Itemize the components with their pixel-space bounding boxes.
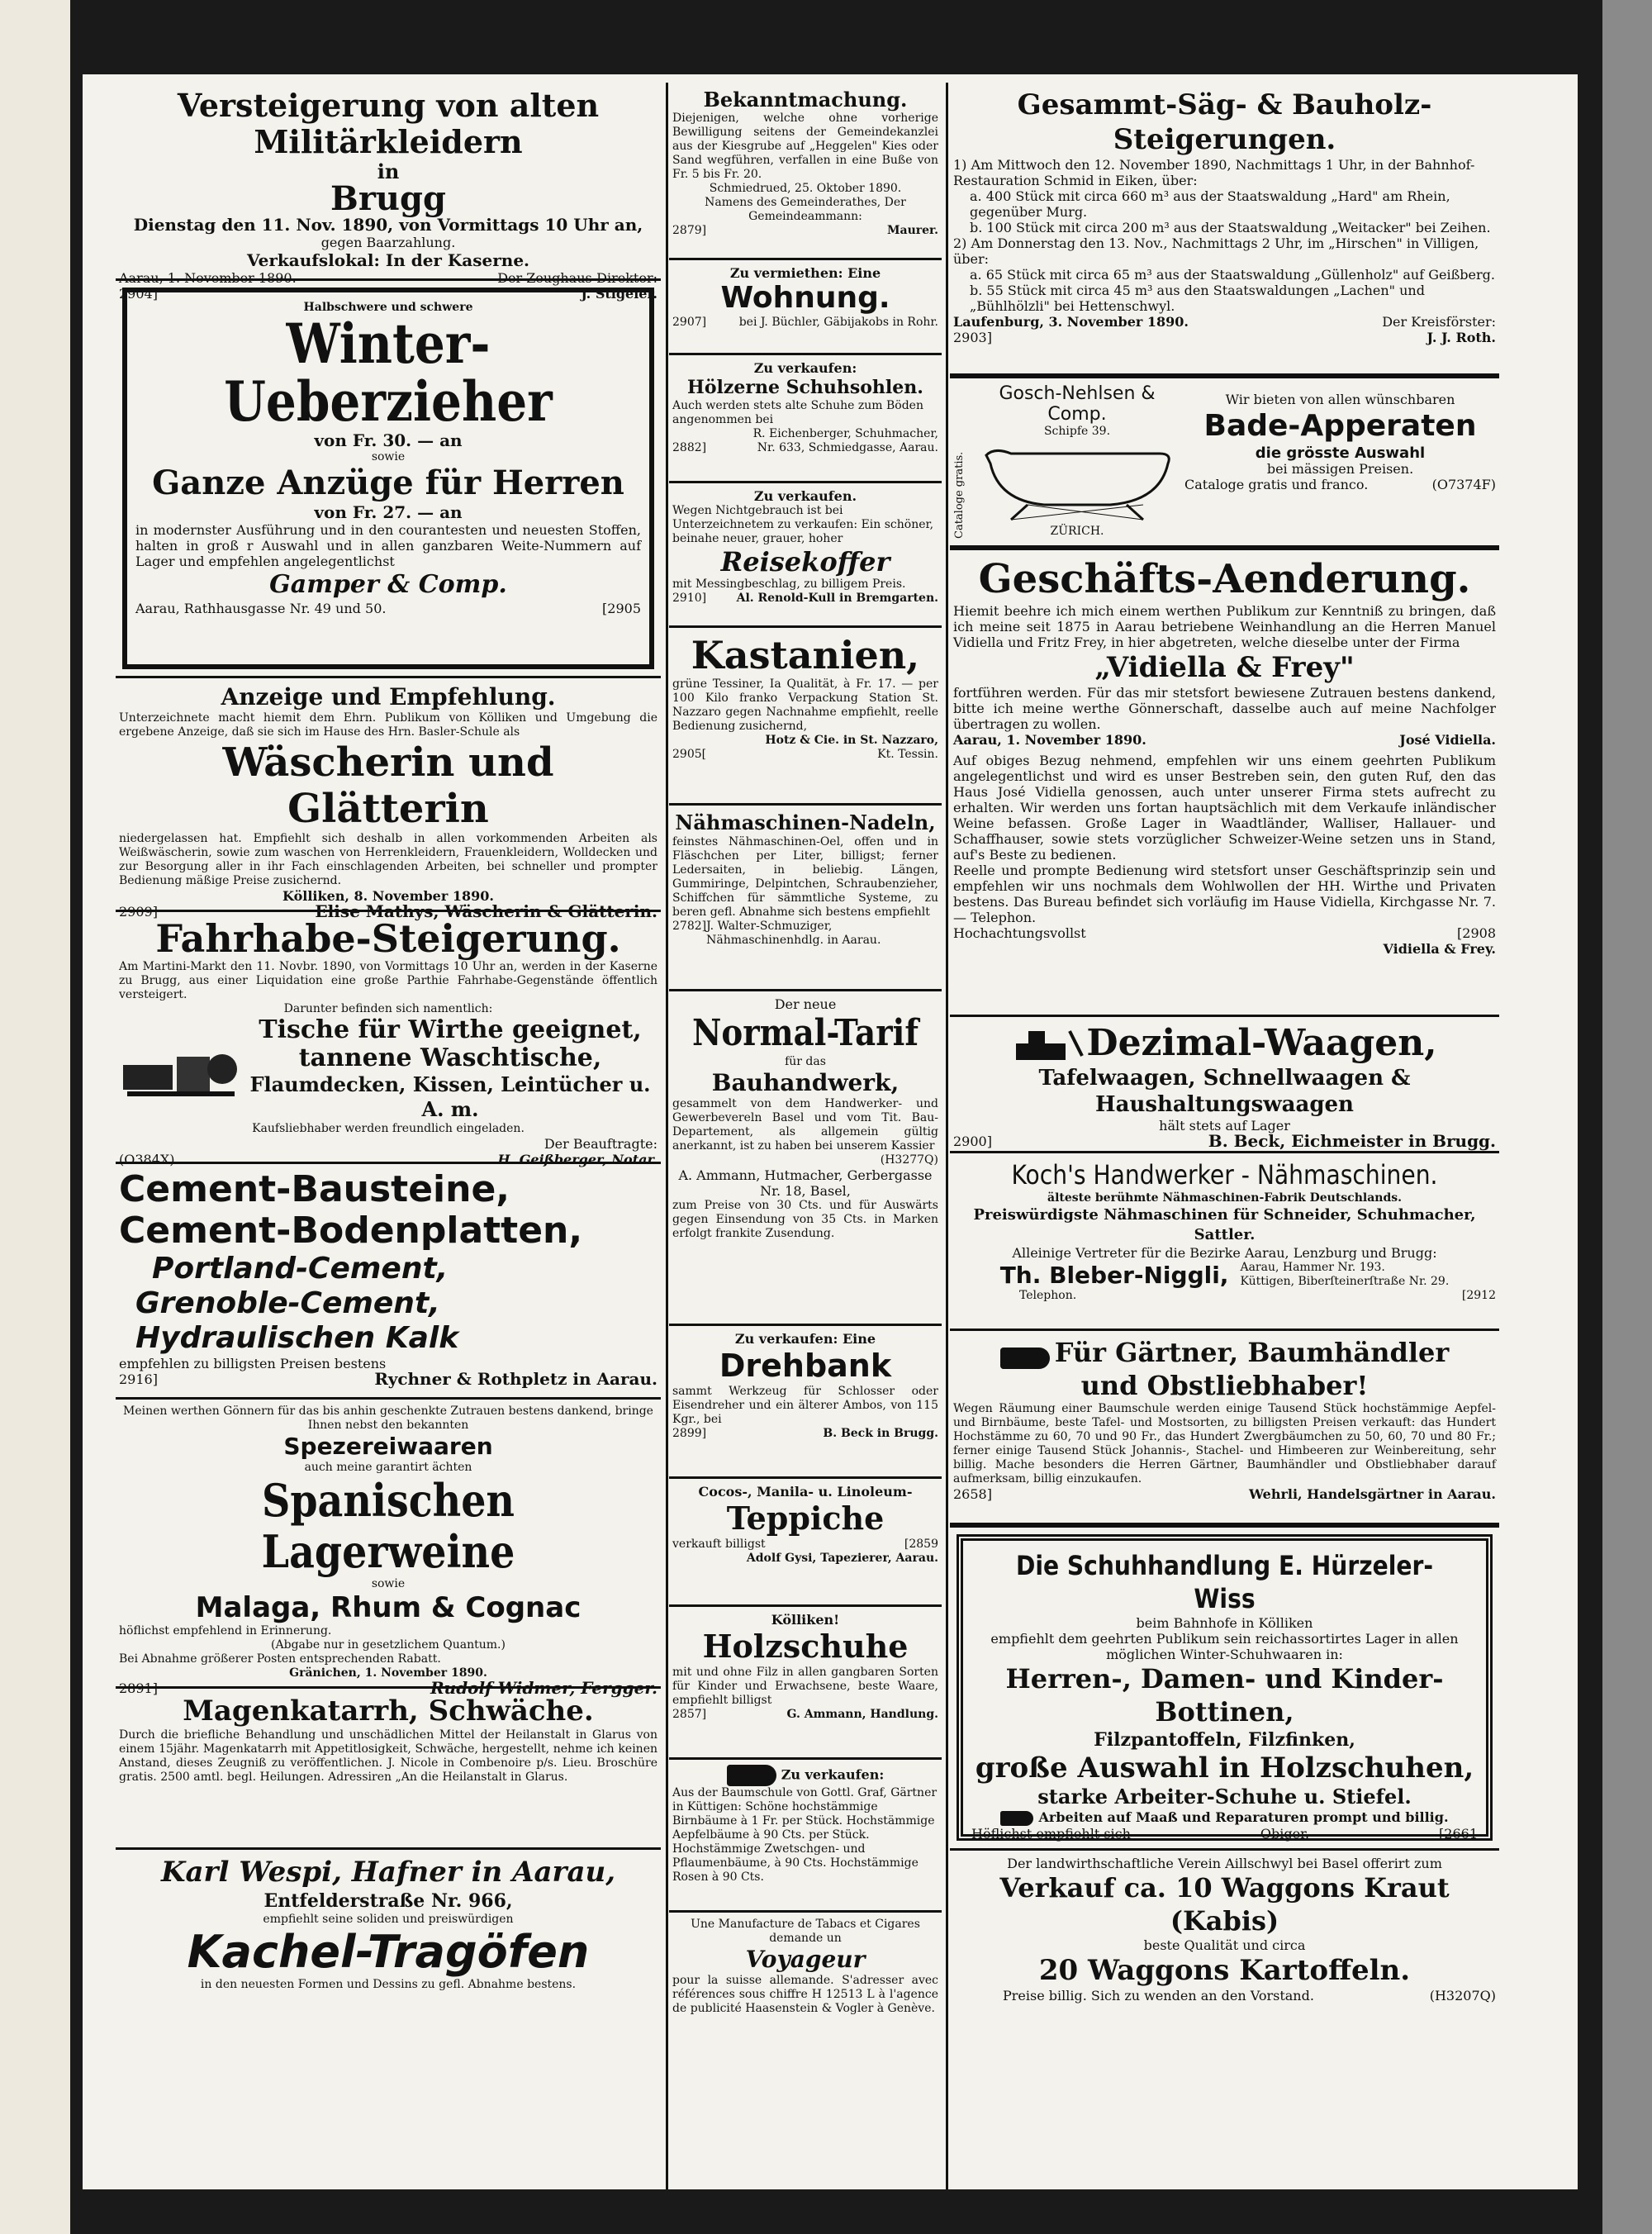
ad-footer: in den neuesten Formen und Dessins zu gefl. Abnahme bestens. (200, 1978, 577, 1991)
ad-signature: Elise Mathys, Wäscherin & Glätterin. (315, 901, 657, 921)
ad-invite: Kaufsliebhaber werden freundlich eingeladen. (252, 1122, 525, 1135)
ad-apartment (669, 260, 942, 355)
ad-bath-apparatus (950, 378, 1499, 550)
column-rule-2 (946, 83, 948, 2189)
ad-pre: Der neue (774, 996, 837, 1012)
ad-title: Winter-Ueberzieher (224, 311, 553, 434)
ad-signature: Rudolf Widmer, Fergger. (430, 1678, 657, 1698)
ad-stove-maker (116, 1850, 661, 2025)
ad-offer: empfehlen zu billigsten Preisen bestens (119, 1356, 387, 1371)
ad-pre: Zu verkaufen: (781, 1766, 885, 1783)
ad-greeting: Höflichst empfiehlt sich (971, 1825, 1131, 1842)
ad-pre: Zu verkaufen: Eine (734, 1331, 876, 1347)
pointing-hand-icon (1000, 1811, 1033, 1826)
ad-signature: B. Beck, Eichmeister in Brugg. (1208, 1131, 1496, 1151)
ad-title: Versteigerung von alten Militärkleidern (177, 87, 600, 160)
ad-subtitle: älteste berühmte Nähmaschinen-Fabrik Deutschlands. (1047, 1191, 1402, 1205)
ad-title: Gesammt-Säg- & Bauholz-Steigerungen. (1017, 88, 1432, 156)
ad-body-2: zum Preise von 30 Cts. und für Auswärts gegen Einsendung von 35 Cts. in Marken erfolgt frankite Zusendung. (672, 1199, 938, 1240)
ad-title: Anzeige und Empfehlung. (221, 683, 556, 711)
ad-location: Gränichen, 1. November 1890. (289, 1666, 487, 1680)
ad-title: Geschäfts-Aenderung. (978, 556, 1471, 602)
ad-line-1: Spezereiwaaren (283, 1433, 493, 1460)
ad-title-2: 20 Waggons Kartoffeln. (1038, 1954, 1411, 1987)
ad-firm: „Vidiella & Frey" (1094, 651, 1355, 684)
ad-lathe (669, 1326, 942, 1479)
ad-location: Aarau, Rathhausgasse Nr. 49 und 50. (135, 601, 387, 616)
ad-decimal-scales (950, 1017, 1499, 1153)
ad-signature: J. J. Roth. (1427, 330, 1496, 345)
ad-title: Dezimal-Waagen, (1086, 1022, 1437, 1064)
ad-price-2: von Fr. 27. — an (314, 502, 463, 522)
ad-title: Voyageur (745, 1946, 866, 1973)
ad-sewing-needles (669, 806, 942, 991)
ad-pre: Cocos-, Manila- u. Linoleum- (698, 1484, 913, 1500)
ad-signature-1: José Vidiella. (1399, 732, 1496, 748)
ad-signature-2: Vidiella & Frey. (1383, 941, 1496, 957)
ad-role: Namens des Gemeinderathes, Der Gemeindeammann: (705, 196, 906, 223)
ad-shoe-soles (669, 355, 942, 483)
ad-signature: B. Beck in Brugg. (823, 1427, 938, 1440)
ad-body-1: Unterzeichnete macht hiemit dem Ehrn. Publikum von Kölliken und Umgebung die ergebene Anzeige, daß sie sich im Hause des Hrn. Basler-Schule als (119, 711, 657, 739)
ad-winter-coats (116, 281, 661, 678)
ad-sowie: sowie (371, 450, 406, 463)
ad-side-text: Cataloge gratis. (953, 451, 966, 539)
ad-laundress (116, 678, 661, 921)
ad-title: Magenkatarrh, Schwäche. (183, 1695, 594, 1728)
ad-signature: R. Eichenberger, Schuhmacher, (752, 427, 938, 440)
ad-date: Dienstag den 11. Nov. 1890, von Vormittags 10 Uhr an, (133, 215, 643, 235)
ad-chestnuts (669, 628, 942, 806)
ad-title: Die Schuhhandlung E. Hürzeler-Wiss (1015, 1550, 1434, 1614)
ad-body-2: fortführen werden. Für das mir stetsfort bewiesene Zutrauen bestens dankend, bitte ich meine werthe Gönnerschaft, dasselbe auch auf meine Nachfolger übertragen zu wollen. (953, 685, 1496, 732)
ad-intro: Wir bieten von allen wünschbaren (1225, 392, 1455, 407)
ad-line-5: Arbeiten auf Maaß und Reparaturen prompt und billig. (1038, 1809, 1449, 1825)
ad-address: Nr. 633, Schmiedgasse, Aarau. (757, 441, 938, 454)
ad-wooden-shoes (669, 1607, 942, 1760)
ad-title-2: Tafelwaagen, Schnellwaagen & Haushaltungswaagen (1038, 1066, 1411, 1117)
ad-gardeners (950, 1331, 1499, 1528)
ad-body-2: niedergelassen hat. Empfiehlt sich deshalb in allen vorkommenden Arbeiten als Weißwäscherin, sowie zum waschen von Herrenkleidern, Frauenkleidern, Wolldecken und zur Besorgung aller in ihr Fach einschlagenden Arbeiten, bei schneller und prompter Bedienung mäßige Preise zusichernd. (119, 832, 657, 887)
ad-number: 2910] (672, 592, 707, 605)
ad-signature: Rychner & Rothpletz in Aarau. (374, 1369, 657, 1389)
ad-pre: Der landwirthschaftliche Verein Aillschwyl bei Basel offerirt zum (1007, 1856, 1442, 1871)
ad-mid: beste Qualität und circa (1143, 1937, 1306, 1953)
ad-number: 2879] (672, 224, 707, 237)
ad-in: in (377, 159, 400, 183)
ad-notice-gravel (669, 83, 942, 260)
ad-body: in modernster Ausführung und in den courantesten und neuesten Stoffen, halten in groß r Auswahl und in allen ganzbaren Weite-Nummern auf Lager und empfehlen angelegentlichst (135, 522, 641, 569)
ad-body: verkauft billigst (672, 1538, 766, 1551)
ad-title-2: Bauhandwerk, (711, 1069, 900, 1096)
ad-role: Der Kreisförster: (1382, 314, 1496, 330)
ad-signature: Th. Bleber-Niggli, (999, 1261, 1229, 1289)
ad-code: (H3277Q) (880, 1153, 938, 1167)
ad-title: Koch's Handwerker - Nähmaschinen. (1011, 1159, 1438, 1191)
ad-body-1: Meinen werthen Gönnern für das bis anhin geschenkte Zutrauen bestens dankend, bringe Ihnen nebst den bekannten (123, 1405, 653, 1432)
ad-line-1: 1) Am Mittwoch den 12. November 1890, Nachmittags 1 Uhr, in der Bahnhof-Restauration Schmid in Eiken, über: (953, 157, 1475, 188)
ad-title-2: und Obstliebhaber! (1080, 1370, 1369, 1401)
ad-cement (116, 1164, 661, 1400)
ad-code: (H3207Q) (1429, 1988, 1496, 2003)
ad-title: Für Gärtner, Baumhändler (1054, 1337, 1450, 1368)
ad-body-4: Reelle und prompte Bedienung wird stetsfort unser Geschäftsprinzip sein und empfehlen wir uns nochmals dem Wohlwollen der HH. Wirthe und Privaten bestens. Das Bureau befindet sich vorläufig im Hause Vidiella, Kirchgasse Nr. 7. — Telephon. (953, 863, 1496, 925)
column-1 (116, 83, 661, 2025)
ad-body: empfiehlt seine soliden und preiswürdigen (263, 1913, 514, 1926)
ad-line-4: starke Arbeiter-Schuhe u. Stiefel. (1037, 1785, 1412, 1809)
ad-body: gesammelt von dem Handwerker- und Gewerbevereln Basel und vom Tit. Bau-Departement, als allgemein gültig anerkannt, ist zu haben bei unserem Kassier (672, 1097, 938, 1153)
ad-price: bei mässigen Preisen. (1266, 461, 1414, 477)
ad-number: 2857] (672, 1708, 707, 1721)
ad-body: sammt Werkzeug für Schlosser oder Eisendreher und ein älterer Ambos, von 115 Kgr., bei (672, 1385, 938, 1426)
ad-body: Wegen Nichtgebrauch ist bei Unterzeichnetem zu verkaufen: Ein schöner, beinahe neuer, grauer, hoher (672, 504, 934, 545)
ad-note-2: Bei Abnahme größerer Posten entsprechenden Rabatt. (119, 1652, 441, 1666)
ad-body-2: Alleinige Vertreter für die Bezirke Aarau, Lenzburg und Brugg: (1012, 1245, 1437, 1261)
ad-cabbage-potatoes (950, 1851, 1499, 2013)
ad-body: empfiehlt dem geehrten Publikum sein reichassortirtes Lager in allen möglichen Winter-Schuhwaaren in: (990, 1631, 1459, 1662)
ad-line-1: Cement-Bausteine, (119, 1168, 510, 1210)
ad-signature: H. Geißberger, Notar. (497, 1152, 657, 1167)
ad-voyageur (669, 1913, 942, 2067)
ad-sowie: sowie (371, 1577, 406, 1590)
ad-line-2: a. 400 Stück mit circa 660 m³ aus der Staatswaldung „Hard" am Rhein, gegenüber Murg. (970, 188, 1450, 220)
ad-firm: Gosch-Nehlsen & Comp. (999, 383, 1156, 425)
ad-item-2: tannene Waschtische, (298, 1043, 602, 1072)
ad-signature: bei J. Büchler, Gäbijakobs in Rohr. (738, 316, 938, 329)
ad-title-2: Kachel-Tragöfen (187, 1926, 590, 1978)
ad-location: Kölliken, 8. November 1890. (282, 888, 494, 904)
ad-title: Teppiche (726, 1500, 885, 1537)
ad-number: [2905 (602, 601, 641, 616)
ad-line-2: Spanischen Lagerweine (261, 1474, 515, 1578)
ad-code: (O7374F) (1431, 477, 1496, 492)
ad-signature: Obiger. (1260, 1825, 1310, 1842)
ad-number: 2900] (953, 1134, 992, 1149)
ad-signature: A. Ammann, Hutmacher, Gerbergasse Nr. 18, Basel, (678, 1167, 933, 1199)
ad-city: ZÜRICH. (1050, 525, 1104, 538)
ad-line-2: Cement-Bodenplatten, (119, 1210, 583, 1252)
column-3 (950, 83, 1499, 2013)
ad-catalog: Cataloge gratis und franco. (1184, 477, 1369, 492)
ad-location: Schmiedrued, 25. Oktober 1890. (709, 182, 902, 195)
pointing-hand-icon (727, 1765, 776, 1786)
ad-number: 2899] (672, 1427, 707, 1440)
ad-title: Fahrhabe-Steigerung. (155, 916, 621, 961)
ad-shoe-store (950, 1528, 1499, 1851)
furniture-illustration-icon (119, 1032, 243, 1106)
ad-pre: Zu verkaufen: (753, 360, 857, 376)
ad-military-clothing (116, 83, 661, 302)
ad-line-3: große Auswahl in Holzschuhen, (975, 1752, 1474, 1785)
ad-pre: Halbschwere und schwere (303, 301, 473, 314)
ad-line-6: b. 55 Stück mit circa 45 m³ aus den Staatswaldungen „Lachen" und „Bühlhölzli" bei Hettenschwyl. (970, 283, 1425, 314)
ad-body-2: mit Messingbeschlag, zu billigem Preis. (672, 578, 906, 591)
ad-address: Kt. Tessin. (877, 748, 938, 761)
ad-title: Reisekoffer (720, 546, 890, 578)
ad-body: Auch werden stets alte Schuhe zum Böden angenommen bei (672, 399, 923, 426)
ad-chattel-auction (116, 912, 661, 1167)
ad-fur: für das (785, 1055, 826, 1068)
ad-title: Bade-Apperaten (1203, 409, 1477, 443)
ad-line-1: Herren-, Damen- und Kinder-Bottinen, (1005, 1663, 1444, 1728)
ad-location: beim Bahnhofe in Kölliken (1136, 1615, 1313, 1631)
ad-title-2: Wäscherin und Glätterin (222, 739, 554, 832)
bathtub-icon (978, 439, 1176, 521)
ad-line-2: Filzpantoffeln, Filzfinken, (1094, 1729, 1355, 1751)
ad-line-4: Grenoble-Cement, (135, 1286, 440, 1320)
ad-place: Brugg (330, 179, 446, 218)
ad-timber-auction (950, 83, 1499, 378)
ad-number: 2907] (672, 316, 707, 329)
ad-number: (O384X) (119, 1152, 175, 1167)
column-rule-1 (666, 83, 668, 2189)
ad-title: Normal-Tarif (691, 1012, 919, 1054)
ad-signature: J. Walter-Schmuziger, Nähmaschinenhdlg. in Aarau. (706, 920, 881, 947)
ad-address: Entfelderstraße Nr. 966, (263, 1890, 513, 1912)
ad-address: Schipfe 39. (1043, 425, 1111, 438)
ad-item-3: Flaumdecken, Kissen, Leintücher u. A. m. (249, 1072, 651, 1121)
ad-body-2: höflichst empfehlend in Erinnerung. (119, 1624, 332, 1637)
ad-greeting: Hochachtungsvollst (953, 925, 1086, 941)
ad-line-5: Hydraulischen Kalk (135, 1321, 459, 1355)
ad-body-3: Auf obiges Bezug nehmend, empfehlen wir uns einem geehrten Publikum angelegentlichst und wird es unser Bestreben sein, den guten Ruf, den das Haus José Vidiella genossen, auch unter unserer Firma stets aufrecht zu erhalten. Wir werden uns fortan hauptsächlich mit dem Verkaufe inländischer Weine befassen. Große Lager in Waadtländer, Walliser, Hallauer- und Schaffhauser, sowie stets vorzüglicher Schweizer-Weine setzen uns in Stand, auf's Beste zu bedienen. (953, 753, 1496, 863)
ad-title: Wohnung. (720, 281, 890, 315)
ad-terms: gegen Baarzahlung. (320, 235, 456, 250)
ad-signature: J. Stigeler. (581, 286, 657, 302)
ad-firm: Gamper & Comp. (269, 570, 507, 599)
ad-title: Hölzerne Schuhsohlen. (687, 377, 923, 398)
pointing-hand-icon (1000, 1348, 1050, 1369)
ad-role: Der Zeughaus-Direktor: (497, 270, 657, 286)
ad-body: Durch die briefliche Behandlung und unschädlichen Mittel der Heilanstalt in Glarus von einem 15jähr. Magenkatarrh mit Appetitlosigkeit, Schwäche, hergestellt, nehme ich keinen Anstand, dieses Zeugniß zu veröffentlichen. J. Nicole in Combenoire p/s. Lieu. Broschüre gratis. 2500 amtl. begl. Heilungen. Adressiren „An die Heilanstalt in Glarus. (119, 1728, 657, 1784)
scale-icon (1012, 1023, 1086, 1064)
ad-body: mit und ohne Filz in allen gangbaren Sorten für Kinder und Erwachsene, beste Waare, empfiehlt billigst (672, 1666, 938, 1707)
ad-line-4: 2) Am Donnerstag den 13. Nov., Nachmittags 2 Uhr, im „Hirschen" in Villigen, über: (953, 235, 1479, 267)
ad-stomach-remedy (116, 1689, 661, 1850)
ad-title-2: Ganze Anzüge für Herren (152, 463, 624, 502)
ad-body: Une Manufacture de Tabacs et Cigares demande un (691, 1918, 920, 1945)
ad-number: [2908 (1457, 925, 1496, 941)
ad-body: Wegen Räumung einer Baumschule werden einige Tausend Stück hochstämmige Aepfel- und Birnbäume, beste Tafel- und Mostsorten, zu billigsten Preisen verkauft: das Hundert Hochstämme zu 60, 70 und 90 Fr., das Hundert Zwergbäumchen zu 50, 60, 70 und 80 Fr.; ferner einige Tausend Stück Johannis-, Stachel- und Himbeeren zur Weinbereitung, sehr billig. Mache besonders die Herren Gärtner, Baumhändler und Obstliebhaber darauf aufmerksam, billig einzukaufen. (953, 1402, 1496, 1485)
ad-line-3: Portland-Cement, (152, 1252, 449, 1286)
ad-number: 2658] (953, 1486, 992, 1502)
ad-signature: Wehrli, Handelsgärtner in Aarau. (1248, 1486, 1496, 1502)
ad-number: 2904] (119, 286, 158, 302)
ad-title: Nähmaschinen-Nadeln, (675, 810, 936, 834)
ad-signature: Maurer. (887, 224, 938, 237)
column-2 (669, 83, 942, 2067)
ad-address-1: Aarau, Hammer Nr. 193. (1240, 1261, 1385, 1274)
ad-number: 2782] (672, 920, 707, 933)
ad-number: [2912 (1461, 1289, 1496, 1302)
ad-normal-tariff (669, 991, 942, 1326)
ad-number: 2916] (119, 1371, 158, 1387)
ad-body: Preiswürdigste Nähmaschinen für Schneider, Schuhmacher, Sattler. (973, 1206, 1476, 1243)
ad-business-change (950, 550, 1499, 1017)
ad-spanish-wines (116, 1400, 661, 1698)
ad-body-2: pour la suisse allemande. S'adresser avec références sous chiffre H 12513 L à l'agence de publicité Haasenstein & Vogler à Genève. (672, 1974, 938, 2015)
ad-number: 2905[ (672, 748, 707, 761)
ad-number: 2891] (119, 1680, 158, 1696)
ad-telephone: Telephon. (1019, 1289, 1077, 1302)
ad-number: [2661 (1439, 1825, 1478, 1842)
ad-carpets (669, 1479, 942, 1607)
ad-signature: Adolf Gysi, Tapezierer, Aarau. (746, 1552, 938, 1565)
ad-line-3: Malaga, Rhum & Cognac (195, 1591, 582, 1624)
ad-item-1: Tische für Wirthe geeignet, (259, 1015, 642, 1044)
ad-body: Am Martini-Markt den 11. Novbr. 1890, von Vormittags 10 Uhr an, werden in der Kaserne zu Brugg, aus einer Liquidation eine große Parthie Fahrhabe-Gegenstände öffentlich versteigert. (119, 960, 657, 1001)
ad-location: Aarau, 1. November 1890. (119, 270, 297, 286)
ad-note-1: (Abgabe nur in gesetzlichem Quantum.) (271, 1638, 506, 1652)
ad-mid: auch meine garantirt ächten (304, 1461, 472, 1474)
ad-title: Karl Wespi, Hafner in Aarau, (160, 1856, 616, 1889)
ad-body-1: Hiemit beehre ich mich einem werthen Publikum zur Kenntniß zu bringen, daß ich meine seit 1875 in Aarau betriebene Weinhandlung an die Herren Manuel Vidiella und Fritz Frey, in hier abgetreten, welche dieselbe unter der Firma (953, 603, 1496, 650)
ad-number: 2882] (672, 441, 707, 454)
ad-travel-trunk (669, 483, 942, 628)
ad-location: Laufenburg, 3. November 1890. (953, 314, 1189, 330)
ad-body: Aus der Baumschule von Gottl. Graf, Gärtner in Küttigen: Schöne hochstämmige Birnbäume à 1 Fr. per Stück. Hochstämmige Aepfelbäume à 90 Cts. per Stück. Hochstämmige Zwetschgen- und Pflaumenbäume, à 90 Cts. Hochstämmige Rosen à 90 Cts. (672, 1786, 938, 1884)
ad-line-3: b. 100 Stück mit circa 200 m³ aus der Staatswaldung „Weitacker" bei Zeihen. (970, 220, 1491, 235)
left-page-margin (0, 0, 70, 2234)
ad-signature: G. Ammann, Handlung. (786, 1708, 938, 1721)
ad-subtitle: die grösste Auswahl (1255, 444, 1426, 462)
ad-price-1: von Fr. 30. — an (314, 430, 463, 450)
ad-title: Drehbank (719, 1348, 892, 1384)
ad-pre: Zu vermiethen: Eine (729, 265, 881, 281)
ad-body: Diejenigen, welche ohne vorherige Bewilligung seitens der Gemeindekanzlei aus der Kiesgrube auf „Heggelen" Kies oder Sand wegführen, verfallen in eine Buße von Fr. 5 bis Fr. 20. (672, 112, 938, 181)
ad-role: Der Beauftragte: (544, 1136, 657, 1152)
ad-number: [2859 (904, 1538, 938, 1551)
ad-title: Bekanntmachung. (703, 88, 908, 112)
ad-pre: Kölliken! (771, 1612, 840, 1628)
ad-signature: Hotz & Cie. in St. Nazzaro, (765, 734, 938, 747)
ad-title: Holzschuhe (702, 1628, 909, 1665)
ad-address-2: Küttigen, Biberſteinerſtraße Nr. 29. (1240, 1275, 1450, 1288)
ad-pre: Zu verkaufen. (753, 488, 857, 504)
ad-footer: Preise billig. Sich zu wenden an den Vorstand. (1003, 1988, 1314, 2003)
ad-title: Verkauf ca. 10 Waggons Kraut (Kabis) (999, 1872, 1450, 1937)
ad-body: grüne Tessiner, Ia Qualität, à Fr. 17. — per 100 Kilo franko Verpackung Station St. Nazzaro gegen Nachnahme empfiehlt, reelle Bedienung zusichernd, (672, 677, 938, 733)
ad-sewing-machines (950, 1153, 1499, 1331)
ad-number: 2903] (953, 330, 992, 345)
ad-fruit-trees (669, 1760, 942, 1913)
ad-location: Aarau, 1. November 1890. (953, 732, 1146, 748)
ad-body: feinstes Nähmaschinen-Oel, offen und in Fläschchen per Liter, billigst; ferner Ledersaiten, in beliebig. Längen, Gummiringe, Delpintchen, Schraubenzieher, Schiffchen für sämmtliche Systeme, zu beren gefl. Abnahme sich bestens empfiehlt (672, 835, 938, 919)
ad-title: Kastanien, (691, 633, 920, 677)
ad-body: hält stets auf Lager (1159, 1118, 1290, 1134)
ad-list-intro: Darunter befinden sich namentlich: (283, 1002, 493, 1015)
right-scan-edge (1602, 0, 1652, 2234)
ad-number: 2909] (119, 904, 158, 920)
ad-line-5: a. 65 Stück mit circa 65 m³ aus der Staatswaldung „Güllenholz" auf Geißberg. (970, 267, 1495, 283)
ad-venue: Verkaufslokal: In der Kaserne. (246, 250, 530, 270)
ad-signature: Al. Renold-Kull in Bremgarten. (736, 592, 938, 605)
